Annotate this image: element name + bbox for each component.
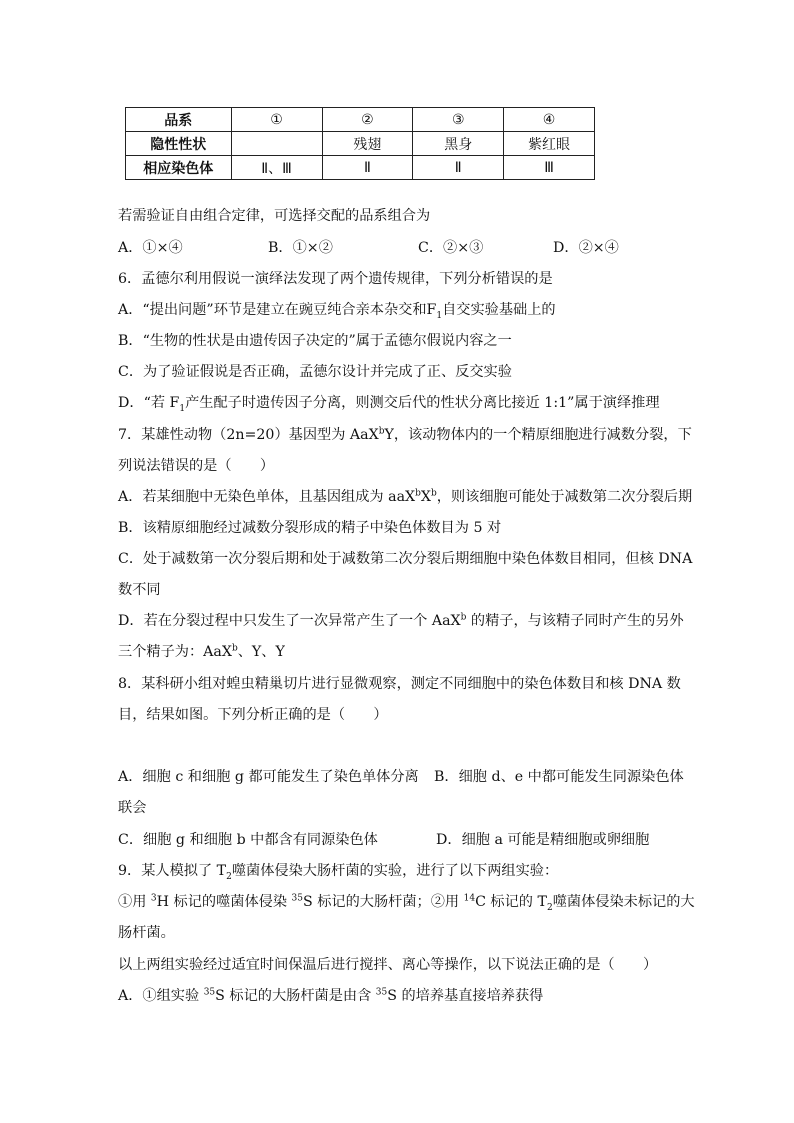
superscript: 35	[375, 987, 388, 998]
text: D．“若 F	[118, 395, 180, 411]
table-cell	[231, 132, 322, 156]
superscript: 3	[150, 893, 157, 904]
q7-stem-line2: 列说法错误的是（ ）	[118, 458, 275, 474]
strain-table	[125, 107, 595, 180]
q6-option-b: B．“生物的性状是由遗传因子决定的”属于孟德尔假说内容之一	[118, 333, 512, 349]
table-cell: ④	[504, 108, 595, 132]
subscript: 1	[436, 310, 443, 321]
table-cell: 残翅	[322, 132, 413, 156]
superscript: b	[378, 426, 385, 437]
text: S 标记的大肠杆菌是由含	[215, 988, 376, 1004]
table-cell: ③	[413, 108, 504, 132]
option-c: C．②×③	[418, 240, 484, 256]
q9-stem-line1	[118, 861, 558, 881]
q6-option-a	[118, 300, 556, 320]
q7-option-d-line1	[118, 611, 684, 631]
text: S 的培养基直接培养获得	[387, 988, 544, 1004]
superscript: 35	[291, 893, 303, 904]
table-cell: Ⅲ	[504, 156, 595, 180]
text: 的精子，与该精子同时产生的另外	[466, 613, 684, 629]
q8-stem-line1: 8．某科研小组对蝗虫精巢切片进行显微观察，测定不同细胞中的染色体数目和核 DNA 数	[118, 676, 681, 692]
superscript: b	[431, 488, 437, 499]
q5-stem: 若需验证自由组合定律，可选择交配的品系组合为	[118, 208, 431, 224]
text: ，则该细胞可能处于减数第二次分裂后期	[436, 489, 693, 505]
q6-stem: 6．孟德尔利用假说一演绎法发现了两个遗传规律，下列分析错误的是	[118, 271, 553, 287]
table-cell: 隐性性状	[126, 132, 232, 156]
text: C 标记的 T	[475, 894, 547, 910]
table-cell: Ⅱ	[413, 156, 504, 180]
text: X	[420, 489, 432, 505]
text: 产生配子时遗传因子分离，则测交后代的性状分离比接近 1:1”属于演绎推理	[185, 395, 660, 411]
text: S 标记的大肠杆菌；②用	[302, 894, 464, 910]
text: 三个精子为：AaX	[118, 644, 232, 660]
table-row	[126, 156, 595, 180]
option-b: B．①×②	[268, 240, 333, 256]
option-a: A．细胞 c 和细胞 g 都可能发生了染色单体分离	[118, 769, 419, 785]
q7-option-c-line1: C．处于减数第一次分裂后期和处于减数第二次分裂后期细胞中染色体数目相同，但核 DNA	[118, 551, 693, 567]
q7-option-a	[118, 487, 692, 507]
text: H 标记的噬菌体侵染	[156, 894, 292, 910]
text: 、Y、Y	[237, 644, 285, 660]
superscript: b	[231, 643, 238, 654]
text: 噬菌体侵染大肠杆菌的实验，进行了以下两组实验：	[231, 863, 559, 879]
q6-option-d	[118, 393, 660, 413]
text: A．“提出问题”环节是建立在豌豆纯合亲本杂交和F	[118, 302, 437, 318]
table-cell: ②	[322, 108, 413, 132]
q7-stem-line1	[118, 425, 692, 445]
q8-option-b-line2: 联会	[118, 800, 147, 816]
table-row	[126, 108, 595, 132]
text: 7．某雄性动物（2n=20）基因型为 AaX	[118, 427, 379, 443]
subscript: 1	[179, 403, 186, 414]
q7-option-b: B．该精原细胞经过减数分裂形成的精子中染色体数目为 5 对	[118, 520, 502, 536]
subscript: 2	[226, 871, 232, 882]
table-cell: 相应染色体	[126, 156, 232, 180]
q9-stem-line4: 以上两组实验经过适宜时间保温后进行搅拌、离心等操作，以下说法正确的是（ ）	[118, 957, 658, 973]
table-cell: Ⅱ	[322, 156, 413, 180]
option-d: D．②×④	[553, 240, 619, 256]
table-cell: ①	[231, 108, 322, 132]
superscript: 35	[203, 987, 216, 998]
table-row	[126, 132, 595, 156]
table-cell: 紫红眼	[504, 132, 595, 156]
text: D．若在分裂过程中只发生了一次异常产生了一个 AaX	[118, 613, 461, 629]
text: Y，该动物体内的一个精原细胞进行减数分裂，下	[384, 427, 692, 443]
table-cell: Ⅱ、Ⅲ	[231, 156, 322, 180]
text: ①用	[118, 894, 151, 910]
table-cell: 品系	[126, 108, 232, 132]
text: A．若某细胞中无染色单体，且基因组成为 aaX	[118, 489, 416, 505]
text: A．①组实验	[118, 988, 204, 1004]
subscript: 2	[546, 902, 553, 913]
q8-stem-line2: 目，结果如图。下列分析正确的是（ ）	[118, 707, 388, 723]
option-a: A．①×④	[118, 240, 183, 256]
q6-option-c: C．为了验证假说是否正确，孟德尔设计并完成了正、反交实验	[118, 364, 512, 380]
q7-option-d-line2	[118, 642, 285, 662]
option-b: B．细胞 d、e 中都可能发生同源染色体	[434, 769, 684, 785]
text: 自交实验基础上的	[442, 302, 556, 318]
superscript: b	[460, 612, 467, 623]
option-c: C．细胞 g 和细胞 b 中都含有同源染色体	[118, 832, 378, 848]
superscript: b	[415, 488, 421, 499]
q9-stem-line2	[118, 892, 695, 912]
option-d: D．细胞 a 可能是精细胞或卵细胞	[436, 832, 650, 848]
text: 9．某人模拟了 T	[118, 863, 227, 879]
text: 噬菌体侵染未标记的大	[552, 894, 695, 910]
q9-stem-line3: 肠杆菌。	[118, 925, 175, 941]
q9-option-a	[118, 986, 543, 1006]
table-cell: 黑身	[413, 132, 504, 156]
superscript: 14	[463, 893, 476, 904]
q7-option-c-line2: 数不同	[118, 582, 161, 598]
